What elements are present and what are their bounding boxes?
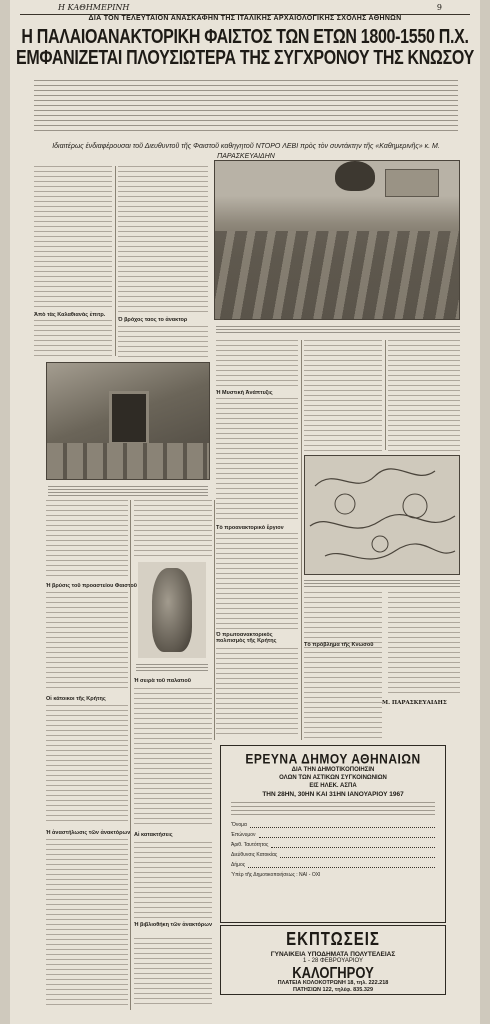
column-3-text bbox=[216, 340, 298, 386]
column-1-top-text bbox=[34, 166, 112, 310]
subhead-2: Ὁ βρόχος ταος το ἀνακτορ bbox=[118, 317, 188, 323]
subhead-11: Ἡ βιβλιοθήκη τῶν ἀνακτόρων bbox=[134, 922, 213, 928]
subhead-5: Ὁ πρωτοανακτορικὸς πολιτισμὸς τῆς Κρήτης bbox=[216, 632, 277, 644]
fresco-drawing bbox=[305, 456, 460, 575]
sale-line-2: 1 - 28 ΦΕΒΡΟΥΑΡΙΟΥ bbox=[303, 958, 363, 964]
page-number: 9 bbox=[436, 3, 442, 12]
subhead-1: Ἀπὸ τὰς Καλαθιανὰς ἐπιτρ. bbox=[34, 312, 106, 318]
column-4-text-b bbox=[304, 592, 382, 742]
column-1-text-b bbox=[46, 500, 128, 580]
sale-shop-name: ΚΑΛΟΓΗΡΟΥ bbox=[292, 963, 374, 982]
sale-advertisement bbox=[220, 925, 446, 995]
excavation-photo bbox=[46, 362, 210, 480]
form-row-municipality[interactable]: Δήμος bbox=[231, 858, 435, 868]
column-2-text-d bbox=[134, 842, 212, 918]
column-rule-2 bbox=[130, 500, 131, 1010]
column-3-text-b bbox=[216, 398, 298, 522]
form-row-address[interactable]: Διεύθυνσις Κατοικίας bbox=[231, 848, 435, 858]
tree-shape bbox=[335, 161, 375, 191]
author-signature: Μ. ΠΑΡΑΣΚΕΥΑΙΔΗΣ bbox=[382, 700, 447, 706]
vase-photo bbox=[138, 562, 206, 658]
subhead-6: Ἡ βρύσις τοῦ προαστείου Φαιστοῦ bbox=[46, 583, 137, 589]
column-3-text-d bbox=[216, 648, 298, 736]
column-1-text-c bbox=[46, 592, 128, 692]
subhead-10: Αἱ κατακτήσεις bbox=[134, 832, 173, 838]
survey-line-3: ΕΙΣ ΗΛΕΚ. ΑΣΠΑ bbox=[309, 783, 357, 789]
subhead-7: Οἱ κάτοικοι τῆς Κρήτης bbox=[46, 696, 106, 702]
column-5-text-b bbox=[388, 592, 460, 696]
form-row-vote[interactable]: Ὑπὲρ τῆς Δημοτικοποιήσεως : ΝΑΙ - ΟΧΙ bbox=[231, 872, 321, 878]
fresco-image bbox=[304, 455, 460, 575]
survey-form bbox=[221, 818, 445, 878]
subhead-4: Τὸ προανακτορικὸ ἔργιον bbox=[216, 525, 284, 531]
subhead-12: Τὸ πρόβλημα τῆς Κνωσοῦ bbox=[304, 642, 374, 648]
column-2-text-b bbox=[134, 500, 212, 558]
survey-title: ΕΡΕΥΝΑ ΔΗΜΟΥ ΑΘΗΝΑΙΩΝ bbox=[245, 750, 421, 768]
column-1-text-e bbox=[46, 839, 128, 1009]
palace-photo-caption bbox=[216, 324, 460, 334]
newspaper-page bbox=[10, 0, 480, 1024]
fresco-caption bbox=[304, 578, 460, 588]
subhead-8: Ἡ σειρὰ τοῦ παλατιοῦ bbox=[134, 678, 191, 684]
column-4-text bbox=[304, 340, 382, 452]
survey-line-2: ΟΛΩΝ ΤΩΝ ΑΣΤΙΚΩΝ ΣΥΓΚΟΙΝΩΝΙΩΝ bbox=[279, 775, 387, 781]
sale-line-1: ΓΥΝΑΙΚΕΙΑ ΥΠΟΔΗΜΑΤΑ ΠΟΛΥΤΕΛΕΙΑΣ bbox=[270, 951, 396, 958]
newspaper-name: Η ΚΑΘΗΜΕΡΙΝΗ bbox=[58, 3, 130, 12]
column-rule-1 bbox=[115, 166, 116, 356]
wall-shape bbox=[47, 443, 210, 480]
vase-shape bbox=[152, 568, 192, 652]
article-subtitle: Ιδιαιτέρως ἐνδιαφέρουσαι τοῦ Διευθυντοῦ τῆς Φαιστοῦ καθηγητοῦ ΝΤΟΡΟ ΛΕΒΙ πρὸς τὸν συντάκτην τῆς «Καθημερινῆς» κ. Μ. ΠΑΡΑΣΚΕΥΑΙΔΗΝ bbox=[52, 143, 440, 160]
pit-shape bbox=[109, 391, 149, 445]
survey-advertisement bbox=[220, 745, 446, 923]
sale-address-1: ΠΛΑΤΕΙΑ ΚΟΛΟΚΟΤΡΩΝΗ 18, τηλ. 222.218 bbox=[277, 980, 389, 986]
column-2-top-text bbox=[118, 166, 208, 314]
survey-line-1: ΔΙΑ ΤΗΝ ΔΗΜΟΤΙΚΟΠΟΙΗΣΙΝ bbox=[291, 767, 375, 773]
lede-paragraph bbox=[34, 80, 458, 132]
headline-line-2: ΕΜΦΑΝΙΖΕΤΑΙ ΠΛΟΥΣΙΩΤΕΡΑ ΤΗΣ ΣΥΓΧΡΟΝΟΥ ΤΗΣ ΚΝΩΣΟΥ bbox=[16, 47, 474, 69]
column-rule-4 bbox=[301, 340, 302, 740]
survey-dates: ΤΗΝ 28ΗΝ, 30ΗΝ ΚΑΙ 31ΗΝ ΙΑΝΟΥΑΡΙΟΥ 1967 bbox=[262, 791, 404, 798]
headline-line-1: Η ΠΑΛΑΙΟΑΝΑΚΤΟΡΙΚΗ ΦΑΙΣΤΟΣ ΤΩΝ ΕΤΩΝ 1800-1550 Π.Χ. bbox=[21, 26, 469, 48]
excavation-photo-caption bbox=[48, 484, 208, 496]
sale-address-2: ΠΑΤΗΣΙΩΝ 122, τηλέφ. 835.329 bbox=[292, 987, 374, 993]
column-1-text bbox=[34, 320, 112, 360]
palace-site-photo bbox=[214, 160, 460, 320]
column-3-text-c bbox=[216, 533, 298, 629]
column-2-text-c bbox=[134, 688, 212, 828]
column-2-text bbox=[118, 326, 208, 360]
sale-title: ΕΚΠΤΩΣΕΙΣ bbox=[286, 929, 380, 950]
form-row-id[interactable]: Ἀριθ. Ταυτότητος bbox=[231, 838, 435, 848]
column-1-text-d bbox=[46, 705, 128, 825]
column-5-text bbox=[388, 340, 460, 452]
building-shape bbox=[385, 169, 439, 197]
column-rule-3 bbox=[214, 500, 215, 740]
form-row-name[interactable]: Ὄνομα bbox=[231, 818, 435, 828]
subhead-9: Ἡ ἀναστήλωσις τῶν ἀνακτόρων bbox=[46, 830, 131, 836]
column-2-text-e bbox=[134, 938, 212, 1008]
survey-instructions bbox=[231, 802, 435, 816]
kicker: ΔΙΑ ΤΟΝ ΤΕΛΕΥΤΑΙΟΝ ΑΝΑΣΚΑΦΗΝ ΤΗΣ ΙΤΑΛΙΚΗΣ ΑΡΧΑΙΟΛΟΓΙΚΗΣ ΣΧΟΛΗΣ ΑΘΗΝΩΝ bbox=[88, 15, 402, 22]
vase-caption bbox=[136, 662, 208, 672]
subhead-3: Ἡ Μυστικὴ Ἀνάπτυξις bbox=[216, 390, 273, 396]
column-rule-5 bbox=[385, 340, 386, 450]
ruins-shape bbox=[215, 231, 460, 320]
form-row-surname[interactable]: Ἐπώνυμον bbox=[231, 828, 435, 838]
